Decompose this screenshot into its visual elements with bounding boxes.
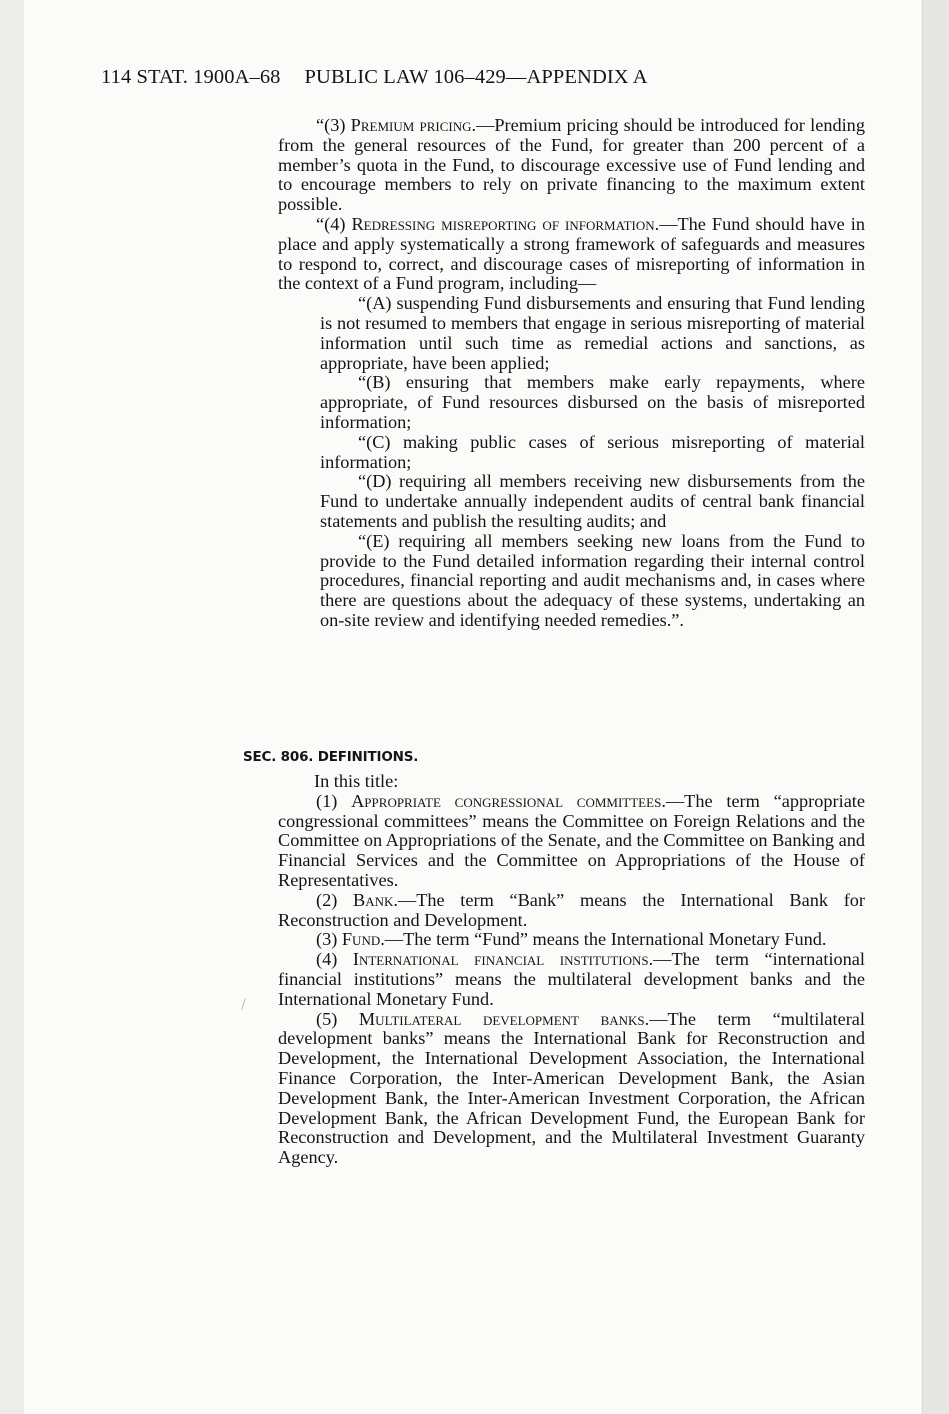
definition-heading: Fund bbox=[341, 929, 381, 950]
definition-label: (5) bbox=[316, 1008, 359, 1029]
provision-3 bbox=[278, 116, 865, 215]
definition-label: (4) bbox=[316, 949, 353, 970]
definition-text: .—The term “Fund” means the International Monetary Fund. bbox=[380, 929, 827, 950]
subitem-b: “(B) ensuring that members make early repayments, where appropriate, of Fund resources disbursed on the basis of misreported information; bbox=[320, 372, 865, 432]
definition-text: .—The term “international financial institutions” means the multilateral development banks and the International Monetary Fund. bbox=[278, 949, 865, 1009]
definition-4 bbox=[278, 950, 865, 1009]
running-header bbox=[101, 66, 648, 89]
provision-label: “(3) bbox=[316, 115, 351, 135]
definition-label: (2) bbox=[316, 889, 353, 910]
definition-1 bbox=[278, 792, 865, 891]
definition-label: (3) bbox=[316, 929, 342, 950]
provision-heading: Premium pricing bbox=[350, 115, 472, 135]
subitem-a: “(A) suspending Fund disbursements and ensuring that Fund lending is not resumed to members that engage in serious misreporting of material information until such time as remedial actions and sanctions, as appropriate, have been applied; bbox=[320, 293, 865, 373]
provision-text: .—Premium pricing should be introduced for lending from the general resources of the Fund, for greater than 200 percent of a member’s quota in the Fund, to discourage excessive use of Fund lending and to encourage members to rely on private financing to the maximum extent possible. bbox=[278, 115, 865, 215]
definition-heading: Appropriate congressional committees bbox=[351, 790, 662, 811]
statute-reference: 114 STAT. 1900A–68 bbox=[101, 66, 281, 88]
provision-text: .—The Fund should have in place and apply systematically a strong framework of safeguards and measures to respond to, correct, and discourage cases of misreporting of information in the context of a Fund program, including— bbox=[278, 213, 865, 294]
provision-heading: Redressing misreporting of information bbox=[351, 213, 655, 234]
provision-4 bbox=[278, 215, 865, 294]
definition-text: .—The term “Bank” means the International Bank for Reconstruction and Development. bbox=[278, 889, 866, 930]
provision-label: “(4) bbox=[316, 213, 352, 234]
scan-right-margin bbox=[922, 0, 949, 1414]
definition-3 bbox=[278, 930, 865, 950]
section-heading: SEC. 806. DEFINITIONS. bbox=[243, 749, 419, 765]
definition-heading: Multilateral development banks bbox=[358, 1008, 645, 1029]
amendment-text bbox=[278, 116, 865, 631]
subitem-e: “(E) requiring all members seeking new loans from the Fund to provide to the Fund detailed information regarding their internal control procedures, financial reporting and audit mechanisms and, in cases where there are questions about the adequacy of these systems, undertaking an on-site review and identifying needed remedies.”. bbox=[320, 530, 865, 630]
definition-heading: Bank bbox=[353, 889, 394, 910]
definition-2 bbox=[278, 891, 865, 931]
header-title: PUBLIC LAW 106–429—APPENDIX A bbox=[304, 66, 648, 88]
section-intro: In this title: bbox=[314, 771, 399, 791]
definition-text: .—The term “appropriate congressional committees” means the Committee on Foreign Relations and the Committee on Appropriations of the Senate, and the Committee on Banking and Financial Services and the Committee on Appropriations of the House of Representatives. bbox=[278, 790, 866, 890]
definition-label: (1) bbox=[316, 790, 352, 811]
subitem-c: “(C) making public cases of serious misreporting of material information; bbox=[320, 431, 865, 472]
definition-5 bbox=[278, 1010, 865, 1168]
subitem-d: “(D) requiring all members receiving new disbursements from the Fund to undertake annually independent audits of central bank financial statements and publish the resulting audits; and bbox=[320, 471, 865, 531]
definitions-section bbox=[278, 770, 865, 1168]
scan-left-margin bbox=[0, 0, 24, 1414]
definition-heading: International financial institutions bbox=[352, 949, 649, 970]
definition-text: .—The term “multilateral development banks” means the International Bank for Reconstruction and Development, the International Development Association, the International Finance Corporation, the Inter-American Development Bank, the Asian Development Bank, the Inter-American Investment Corporation, the African Development Bank, the African Development Fund, the European Bank for Reconstruction and Development, and the Multilateral Investment Guaranty Agency. bbox=[278, 1008, 866, 1168]
